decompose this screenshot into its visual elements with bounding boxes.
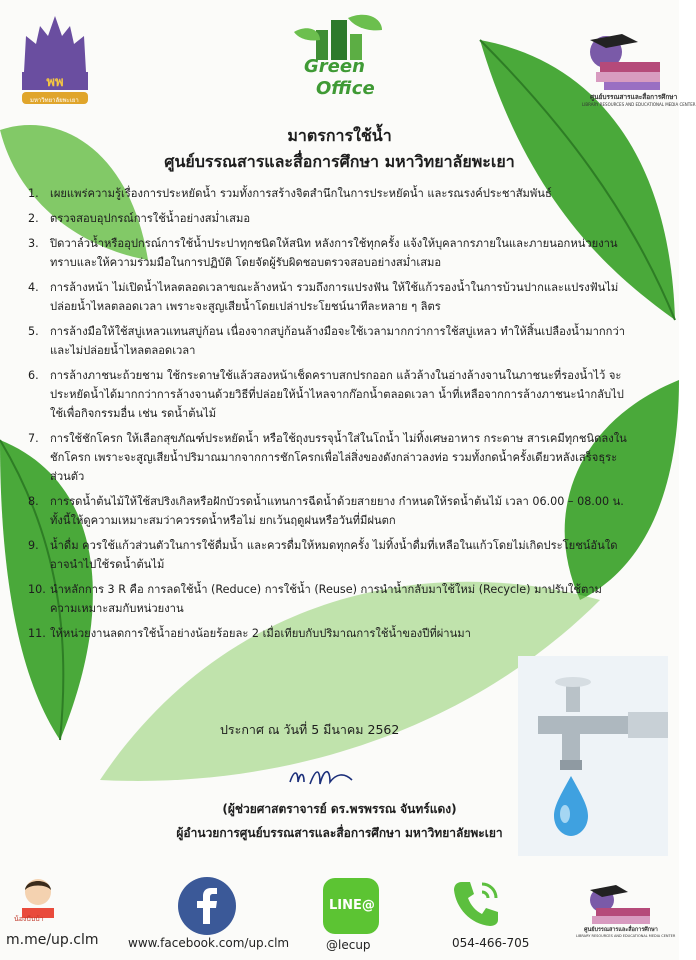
line-badge-label: LINE@ xyxy=(329,898,375,913)
university-logo xyxy=(14,14,96,110)
green-office-logo-line1: Green xyxy=(304,56,365,77)
list-item xyxy=(28,580,628,618)
announcement-date: ประกาศ ณ วันที่ 5 มีนาคม 2562 xyxy=(220,722,400,737)
green-office-logo xyxy=(286,12,390,108)
list-item xyxy=(28,322,628,360)
list-item-text: เผยแพร่ความรู้เรื่องการประหยัดน้ำ รวมทั้งการสร้างจิตสำนึกในการประหยัดน้ำ และรณรงค์ประชาสัมพันธ์ xyxy=(50,187,552,200)
list-item-number: 1. xyxy=(28,187,39,200)
list-item-number: 10. xyxy=(28,583,46,596)
library-logo xyxy=(560,26,696,114)
library-footer-logo-text: ศูนย์บรรณสารและสื่อการศึกษา xyxy=(584,927,658,933)
list-item-text: การรดน้ำต้นไม้ให้ใช้สปริงเกิลหรือฝักบัวรดน้ำแทนการฉีดน้ำด้วยสายยาง กำหนดให้รดน้ำต้นไม้ เวลา 06.00 – 08.00 น. ทั้งนี้ให้ดูความเหมาะสมว่าควรรดน้ำหรือไม่ ยกเว้นฤดูฝนหรือวันที่มีฝนตก xyxy=(50,495,624,527)
green-office-logo-line2: Office xyxy=(316,78,375,99)
library-footer-logo-subtext: LIBRARY RESOURCES AND EDUCATIONAL MEDIA CENTER xyxy=(576,934,676,938)
messenger-link[interactable]: m.me/up.clm xyxy=(6,932,99,948)
signature-image xyxy=(286,764,356,790)
library-logo-text: ศูนย์บรรณสารและสื่อการศึกษา xyxy=(590,93,678,101)
list-item xyxy=(28,536,628,574)
list-item xyxy=(28,624,628,643)
facebook-link[interactable]: www.facebook.com/up.clm xyxy=(128,936,290,950)
list-item-text: นำหลักการ 3 R คือ การลดใช้น้ำ (Reduce) การใช้น้ำ (Reuse) การนำน้ำกลับมาใช้ใหม่ (Recycle) มาปรับใช้ตามความเหมาะสมกับหน่วยงาน xyxy=(50,583,602,615)
signer-name: (ผู้ช่วยศาสตราจารย์ ดร.พรพรรณ จันทร์แดง) xyxy=(222,802,457,816)
line-id[interactable]: @lecup xyxy=(326,938,371,952)
list-item-text: การล้างหน้า ไม่เปิดน้ำไหลตลอดเวลาขณะล้างหน้า รวมถึงการแปรงฟัน ให้ใช้แก้วรองน้ำในการบ้วนปากและแปรงฟันไม่ปล่อยน้ำไหลตลอดเวลา เพราะจะสูญเสียน้ำโดยเปล่าประโยชน์นาทีละหลาย ๆ ลิตร xyxy=(50,281,619,313)
list-item-number: 7. xyxy=(28,432,39,445)
list-item-number: 8. xyxy=(28,495,39,508)
svg-text:พพ: พพ xyxy=(46,75,64,90)
list-item-number: 2. xyxy=(28,212,39,225)
document-title: มาตรการใช้น้ำ xyxy=(287,126,392,145)
list-item-text: ปิดวาล์วน้ำหรืออุปกรณ์การใช้น้ำประปาทุกชนิดให้สนิท หลังการใช้ทุกครั้ง แจ้งให้บุคลากรภายในและภายนอกหน่วยงานทราบและให้ความร่วมมือในการปฏิบัติ โดยจัดผู้รับผิดชอบตรวจสอบอย่างสม่ำเสมอ xyxy=(50,237,618,269)
library-logo-subtext: LIBRARY RESOURCES AND EDUCATIONAL MEDIA CENTER xyxy=(582,102,696,107)
list-item xyxy=(28,184,628,203)
list-item-number: 5. xyxy=(28,325,39,338)
list-item xyxy=(28,278,628,316)
university-logo-text: มหาวิทยาลัยพะเยา xyxy=(30,97,79,104)
list-item-number: 11. xyxy=(28,627,46,640)
list-item-text: การล้างภาชนะถ้วยชาม ใช้กระดาษใช้แล้วสองหน้าเช็ดคราบสกปรกออก แล้วล้างในอ่างล้างจานในภาชนะที่รองน้ำไว้ จะประหยัดน้ำได้มากกว่าการล้างจานด้วยวิธีที่ปล่อยให้น้ำไหลจากก๊อกน้ำตลอดเวลา น้ำที่เหลือจากการล้างภาชนะนำกลับไปใช้เพื่อกิจกรรมอื่น เช่น รดน้ำต้นไม้ xyxy=(50,369,624,420)
measures-list xyxy=(28,184,628,649)
list-item-text: น้ำดื่ม ควรใช้แก้วส่วนตัวในการใช้ดื่มน้ำ และควรดื่มให้หมดทุกครั้ง ไม่ทิ้งน้ำดื่มที่เหลือในแก้วโดยไม่เกิดประโยชน์อันใด อาจนำไปใช้รดน้ำต้นไม้ xyxy=(50,539,618,571)
list-item-text: ตรวจสอบอุปกรณ์การใช้น้ำอย่างสม่ำเสมอ xyxy=(50,212,251,225)
list-item-text: การใช้ชักโครก ให้เลือกสุขภัณฑ์ประหยัดน้ำ หรือใช้ถุงบรรจุน้ำใส่ในโถน้ำ ไม่ทิ้งเศษอาหาร กระดาษ สารเคมีทุกชนิดลงในชักโครก เพราะจะสูญเสียน้ำปริมาณมากจากการชักโครกเพื่อไล่สิ่งของดังกล่าวลงท่อ รวมทั้งกดน้ำครั้งเดียวหลังเสร็จธุระส่วนตัว xyxy=(50,432,627,483)
list-item-number: 6. xyxy=(28,369,39,382)
list-item xyxy=(28,429,628,486)
list-item-text: ให้หน่วยงานลดการใช้น้ำอย่างน้อยร้อยละ 2 เมื่อเทียบกับปริมาณการใช้น้ำของปีที่ผ่านมา xyxy=(50,627,471,640)
phone-icon[interactable] xyxy=(448,874,504,930)
signer-position: ผู้อำนวยการศูนย์บรรณสารและสื่อการศึกษา มหาวิทยาลัยพะเยา xyxy=(176,826,503,840)
list-item-number: 4. xyxy=(28,281,39,294)
faucet-illustration xyxy=(518,656,668,856)
list-item-number: 3. xyxy=(28,237,39,250)
list-item-text: การล้างมือให้ใช้สบู่เหลวแทนสบู่ก้อน เนื่องจากสบู่ก้อนล้างมือจะใช้เวลามากกว่าการใช้สบู่เหลว ทำให้สิ้นเปลืองน้ำมากกว่าและไม่ปล่อยน้ำไหลตลอดเวลา xyxy=(50,325,626,357)
list-item xyxy=(28,209,628,228)
mascot-caption: น้องบีบบ้า xyxy=(14,915,44,923)
list-item xyxy=(28,366,628,423)
phone-number[interactable]: 054-466-705 xyxy=(452,936,530,950)
facebook-icon[interactable] xyxy=(177,876,237,936)
contact-footer xyxy=(0,870,679,960)
document-subtitle: ศูนย์บรรณสารและสื่อการศึกษา มหาวิทยาลัยพะเยา xyxy=(164,152,515,171)
list-item-number: 9. xyxy=(28,539,39,552)
list-item xyxy=(28,492,628,530)
list-item xyxy=(28,234,628,272)
